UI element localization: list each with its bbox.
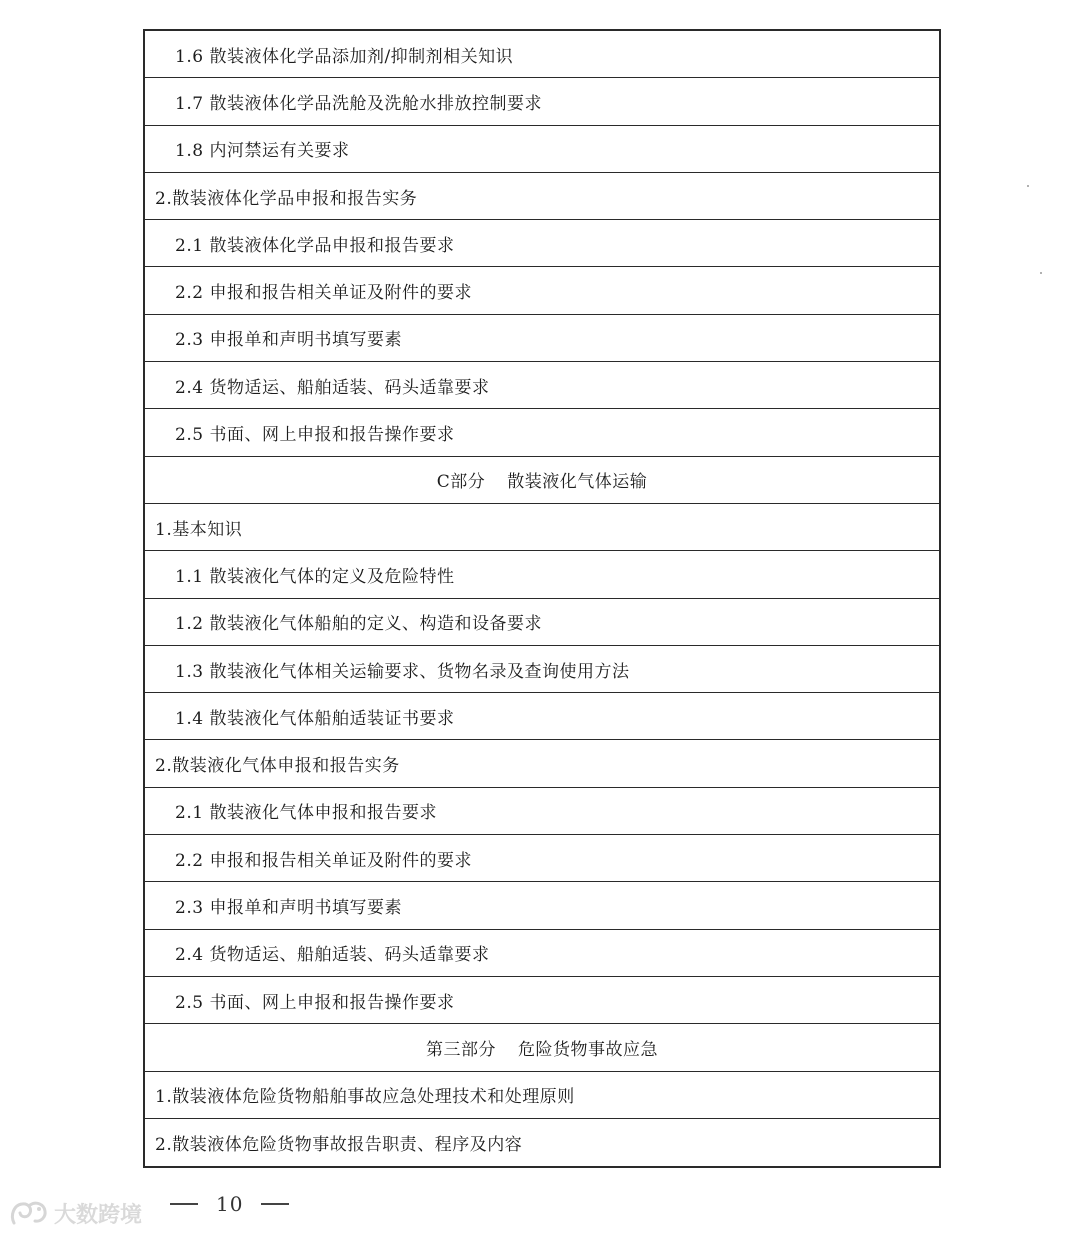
table-row: [145, 835, 939, 882]
row-text: 2.1 散装液体化学品申报和报告要求: [175, 235, 455, 256]
row-text: 1.7 散装液体化学品洗舱及洗舱水排放控制要求: [175, 93, 542, 114]
row-text: 2.散装液体危险货物事故报告职责、程序及内容: [155, 1134, 523, 1155]
table-row: [145, 409, 939, 456]
row-text: 2.散装液体化学品申报和报告实务: [155, 188, 418, 209]
table-row: [145, 126, 939, 173]
outline-table: [143, 29, 941, 1168]
watermark-text: 大数跨境: [54, 1203, 143, 1228]
row-text: 2.4 货物适运、船舶适装、码头适靠要求: [175, 377, 490, 398]
table-row: [145, 504, 939, 551]
page-number-text: 10: [216, 1192, 244, 1216]
section-part-label: C部分: [436, 472, 486, 493]
row-text: 1.4 散装液化气体船舶适装证书要求: [175, 708, 455, 729]
table-row: [145, 315, 939, 362]
scan-speck: [1040, 272, 1042, 274]
table-row: [145, 1072, 939, 1119]
page-number-dash-right: [261, 1203, 289, 1205]
table-row: [145, 551, 939, 598]
section-title: 散装液化气体运输: [507, 472, 648, 493]
table-row: [145, 220, 939, 267]
watermark: [8, 1198, 142, 1229]
row-text: 1.3 散装液化气体相关运输要求、货物名录及查询使用方法: [175, 661, 630, 682]
table-row: [145, 930, 939, 977]
row-text: 1.1 散装液化气体的定义及危险特性: [175, 566, 455, 587]
section-heading-row: [145, 1024, 939, 1071]
table-row: [145, 173, 939, 220]
row-text: 1.6 散装液体化学品添加剂/抑制剂相关知识: [175, 46, 514, 67]
row-text: 2.3 申报单和声明书填写要素: [175, 897, 402, 918]
table-row: [145, 599, 939, 646]
page-number: [152, 1192, 307, 1216]
table-row: [145, 977, 939, 1024]
table-row: [145, 78, 939, 125]
table-row: [145, 693, 939, 740]
brand-logo-icon: [8, 1199, 50, 1229]
section-part-label: 第三部分: [426, 1039, 496, 1060]
section-heading-row: [145, 457, 939, 504]
row-text: 2.2 申报和报告相关单证及附件的要求: [175, 850, 472, 871]
row-text: 2.3 申报单和声明书填写要素: [175, 330, 402, 351]
scan-speck: [1027, 185, 1029, 187]
row-text: 2.5 书面、网上申报和报告操作要求: [175, 425, 455, 446]
row-text: 2.4 货物适运、船舶适装、码头适靠要求: [175, 945, 490, 966]
row-text: 2.1 散装液化气体申报和报告要求: [175, 803, 437, 824]
table-row: [145, 362, 939, 409]
table-row: [145, 646, 939, 693]
table-row: [145, 788, 939, 835]
row-text: 2.散装液化气体申报和报告实务: [155, 756, 400, 777]
section-title: 危险货物事故应急: [518, 1039, 658, 1060]
row-text: 1.基本知识: [155, 519, 243, 540]
table-row: [145, 740, 939, 787]
row-text: 1.散装液体危险货物船舶事故应急处理技术和处理原则: [155, 1087, 575, 1108]
table-row: [145, 1119, 939, 1166]
table-row: [145, 31, 939, 78]
row-text: 2.5 书面、网上申报和报告操作要求: [175, 992, 455, 1013]
table-row: [145, 882, 939, 929]
row-text: 2.2 申报和报告相关单证及附件的要求: [175, 283, 472, 304]
row-text: 1.8 内河禁运有关要求: [175, 141, 350, 162]
row-text: 1.2 散装液化气体船舶的定义、构造和设备要求: [175, 614, 542, 635]
page-number-dash-left: [170, 1203, 198, 1205]
table-row: [145, 267, 939, 314]
